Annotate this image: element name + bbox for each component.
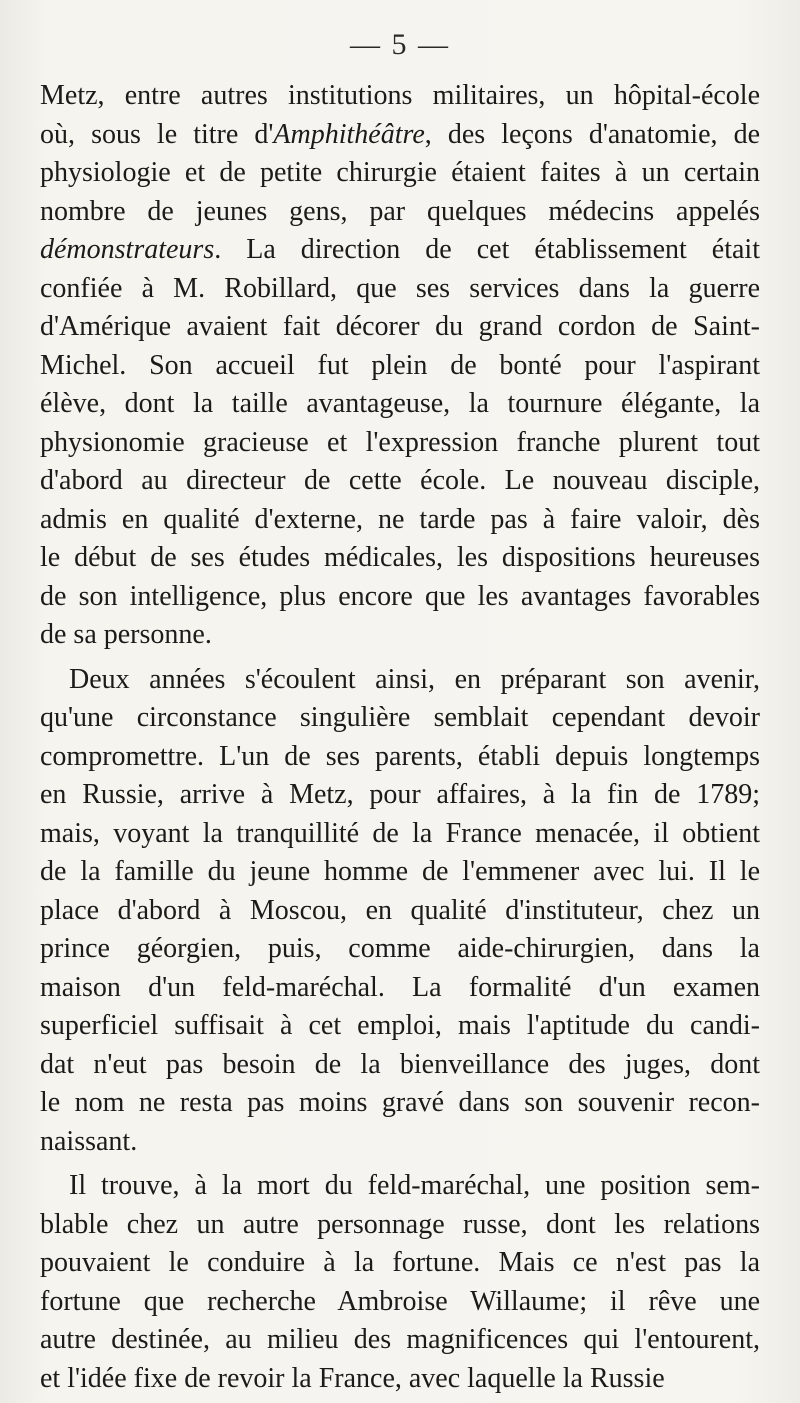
- text-line: de sa personne.: [40, 619, 212, 650]
- body-text: [40, 77, 760, 1398]
- text-line: autre destinée, au milieu des magnificences qui l'entourent,: [40, 1324, 760, 1355]
- paragraph: [40, 77, 760, 655]
- text-line: blable chez un autre personnage russe, dont les relations: [40, 1208, 760, 1240]
- text-line: où, sous le titre d'Amphithéâtre, des leçons d'anatomie, de: [40, 118, 760, 150]
- text-line: admis en qualité d'externe, ne tarde pas à faire valoir, dès: [40, 503, 760, 535]
- text-line: le nom ne resta pas moins gravé dans son souvenir recon-: [40, 1087, 760, 1118]
- text-line: maison d'un feld-maréchal. La formalité d'un examen: [40, 971, 760, 1003]
- text-line: d'abord au directeur de cette école. Le nouveau disciple,: [40, 465, 760, 496]
- text-line: de la famille du jeune homme de l'emmener avec lui. Il le: [40, 856, 760, 887]
- text-line: d'Amérique avaient fait décorer du grand cordon de Saint-: [40, 311, 760, 342]
- text-line: de son intelligence, plus encore que les avantages favorables: [40, 580, 760, 612]
- text-line: compromettre. L'un de ses parents, établi depuis longtemps: [40, 740, 760, 772]
- paragraph: [40, 661, 760, 1162]
- text-line: élève, dont la taille avantageuse, la tournure élégante, la: [40, 388, 760, 419]
- italic-term: démonstrateurs: [40, 234, 215, 265]
- text-line: et l'idée fixe de revoir la France, avec laquelle la Russie: [40, 1362, 665, 1394]
- page-number: — 5 —: [350, 28, 450, 61]
- text-line: dat n'eut pas besoin de la bienveillance des juges, dont: [40, 1048, 760, 1080]
- text-line: fortune que recherche Ambroise Willaume; il rêve une: [40, 1285, 760, 1317]
- text-line: superficiel suffisait à cet emploi, mais l'aptitude du candi-: [40, 1010, 760, 1041]
- text-line: Il trouve, à la mort du feld-maréchal, une position sem-: [69, 1170, 760, 1201]
- text-line: Deux années s'écoulent ainsi, en préparant son avenir,: [69, 663, 760, 695]
- text-line: démonstrateurs. La direction de cet établissement était: [40, 234, 760, 265]
- italic-term: Amphithéâtre: [273, 118, 425, 150]
- text-line: naissant.: [40, 1125, 138, 1157]
- text-line: nombre de jeunes gens, par quelques médecins appelés: [40, 195, 760, 227]
- text-line: prince géorgien, puis, comme aide-chirurgien, dans la: [40, 933, 760, 964]
- text-line: Michel. Son accueil fut plein de bonté pour l'aspirant: [40, 349, 760, 381]
- text-line: en Russie, arrive à Metz, pour affaires, à la fin de 1789;: [40, 779, 760, 810]
- text-line: physionomie gracieuse et l'expression franche plurent tout: [40, 426, 760, 458]
- text-line: qu'une circonstance singulière semblait cependant devoir: [40, 702, 760, 733]
- text-line: mais, voyant la tranquillité de la France menacée, il obtient: [40, 817, 760, 849]
- text-line: physiologie et de petite chirurgie étaient faites à un certain: [40, 157, 760, 188]
- text-line: Metz, entre autres institutions militaires, un hôpital-école: [40, 80, 760, 111]
- text-line: place d'abord à Moscou, en qualité d'instituteur, chez un: [40, 894, 760, 926]
- text-line: pouvaient le conduire à la fortune. Mais ce n'est pas la: [40, 1247, 760, 1278]
- paragraph: [40, 1167, 760, 1398]
- text-line: le début de ses études médicales, les dispositions heureuses: [40, 542, 760, 573]
- text-line: confiée à M. Robillard, que ses services dans la guerre: [40, 272, 760, 304]
